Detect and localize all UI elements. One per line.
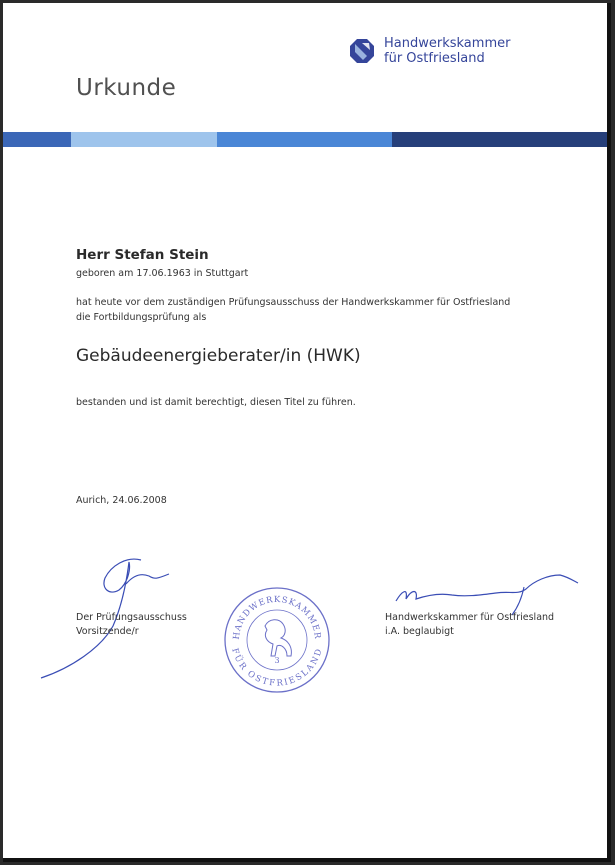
- svg-text:FÜR OSTFRIESLAND: [229, 647, 324, 689]
- issuer-name-line2: für Ostfriesland: [384, 51, 485, 66]
- recipient-name: Herr Stefan Stein: [76, 247, 209, 263]
- issuer-logo: [349, 36, 510, 66]
- issuer-name-line1: Handwerkskammer: [384, 36, 511, 51]
- color-band-1: [3, 132, 71, 147]
- left-signature-caption-1: Der Prüfungsausschuss: [76, 612, 187, 623]
- body-line-1: hat heute vor dem zuständigen Prüfungsausschuss der Handwerkskammer für Ostfriesland: [76, 297, 511, 308]
- seal-number: 3: [274, 656, 280, 665]
- birth-line: geboren am 17.06.1963 in Stuttgart: [76, 268, 249, 279]
- document-title: Urkunde: [76, 75, 177, 101]
- qualification-title: Gebäudeenergieberater/in (HWK): [76, 346, 361, 366]
- color-band-4: [392, 132, 607, 147]
- left-signature-caption-2: Vorsitzende/r: [76, 626, 139, 637]
- place-date: Aurich, 24.06.2008: [76, 495, 167, 506]
- color-band-2: [71, 132, 217, 147]
- certificate-page: [3, 3, 611, 862]
- body-line-3: bestanden und ist damit berechtigt, diesen Titel zu führen.: [76, 397, 356, 408]
- color-band-3: [217, 132, 392, 147]
- octagon-logo-icon: [349, 38, 375, 64]
- body-line-2: die Fortbildungsprüfung als: [76, 312, 207, 323]
- seal-bottom-text: FÜR OSTFRIESLAND: [229, 647, 325, 689]
- svg-text:HANDWERKSKAMMER: [232, 595, 322, 640]
- right-signature-caption-2: i.A. beglaubigt: [385, 626, 454, 637]
- seal-top-text: HANDWERKSKAMMER: [231, 594, 323, 641]
- right-signature-caption-1: Handwerkskammer für Ostfriesland: [385, 612, 555, 623]
- official-seal: [223, 586, 331, 694]
- horse-emblem-icon: [265, 620, 291, 656]
